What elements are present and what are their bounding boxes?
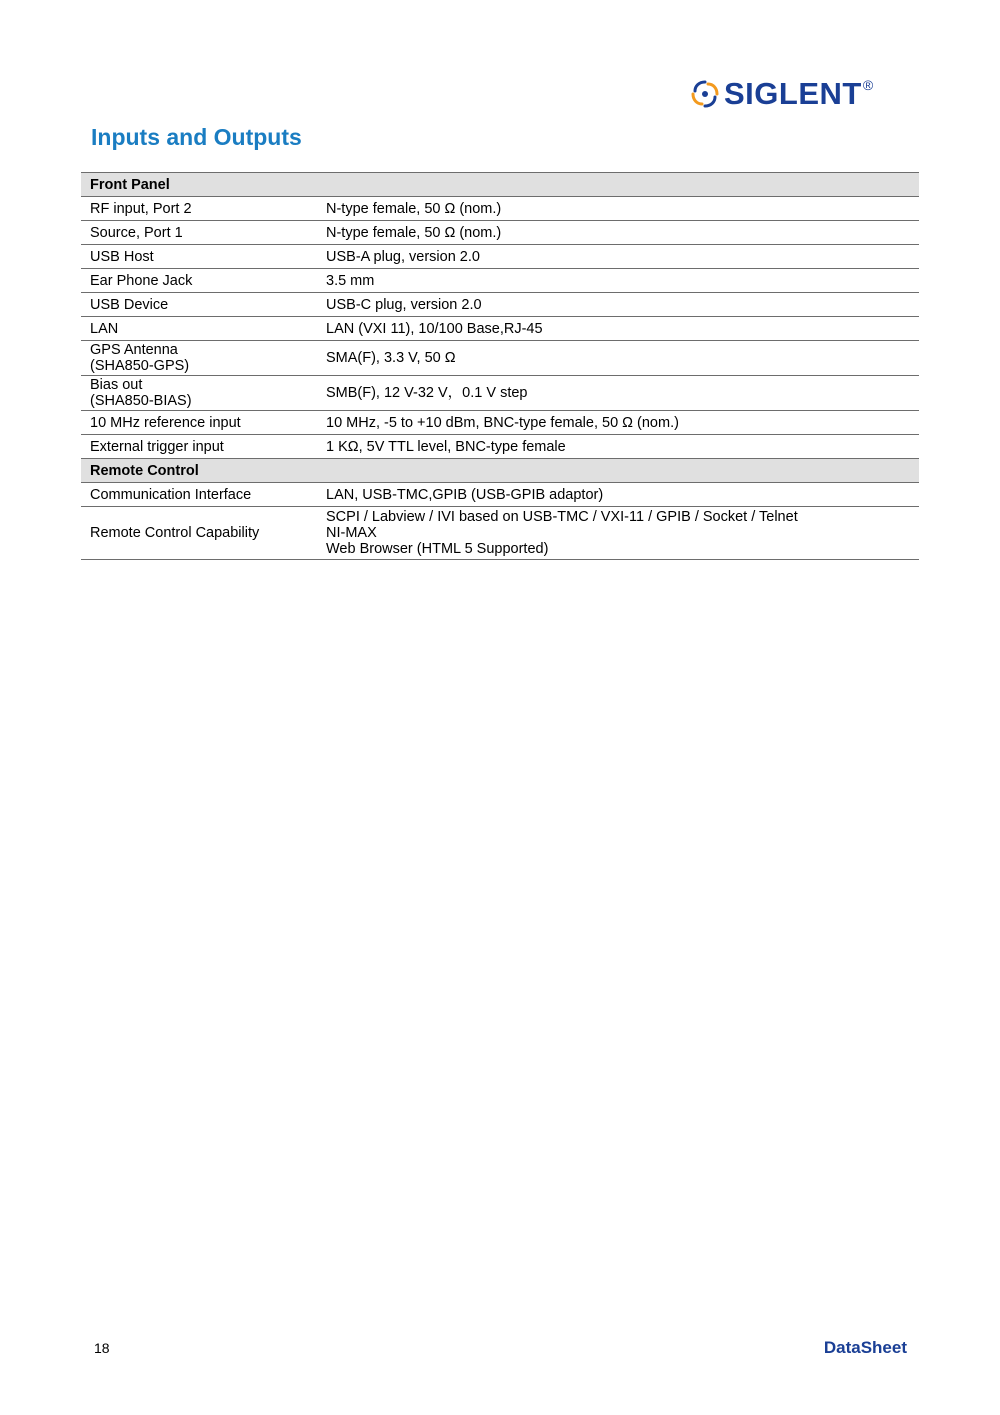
row-value-line: NI-MAX (326, 525, 377, 541)
row-value-line: SCPI / Labview / IVI based on USB-TMC / VXI-11 / GPIB / Socket / Telnet (326, 509, 798, 525)
row-value: N-type female, 50 Ω (nom.) (317, 197, 919, 221)
row-value-line: Web Browser (HTML 5 Supported) (326, 541, 549, 557)
row-value: LAN, USB-TMC,GPIB (USB-GPIB adaptor) (317, 483, 919, 507)
row-label (81, 341, 317, 376)
table-row (81, 245, 919, 269)
section-header-front-panel (81, 173, 919, 197)
row-label: LAN (81, 317, 317, 341)
section-heading: Front Panel (81, 173, 919, 197)
row-label: USB Host (81, 245, 317, 269)
table-row (81, 411, 919, 435)
row-label: Remote Control Capability (81, 507, 317, 560)
row-label: Communication Interface (81, 483, 317, 507)
table-row (81, 269, 919, 293)
table-row (81, 376, 919, 411)
row-label: USB Device (81, 293, 317, 317)
row-label-line: GPS Antenna (90, 342, 178, 358)
row-value: SMB(F), 12 V-32 V，0.1 V step (317, 376, 919, 411)
row-value: USB-C plug, version 2.0 (317, 293, 919, 317)
row-label-line: (SHA850-BIAS) (90, 393, 192, 409)
page-number: 18 (94, 1340, 110, 1356)
spec-table (81, 172, 919, 560)
page-title: Inputs and Outputs (91, 124, 302, 150)
table-row (81, 293, 919, 317)
row-value: 3.5 mm (317, 269, 919, 293)
siglent-swirl-icon (690, 79, 720, 109)
row-label: Ear Phone Jack (81, 269, 317, 293)
section-header-remote-control (81, 459, 919, 483)
table-row (81, 507, 919, 560)
row-label (81, 376, 317, 411)
row-value (317, 507, 919, 560)
logo-text: SIGLENT (724, 76, 862, 111)
siglent-logo (690, 76, 873, 112)
row-value: LAN (VXI 11), 10/100 Base,RJ-45 (317, 317, 919, 341)
section-heading: Remote Control (81, 459, 919, 483)
logo-registered-mark: ® (862, 77, 874, 93)
row-value: SMA(F), 3.3 V, 50 Ω (317, 341, 919, 376)
row-label: External trigger input (81, 435, 317, 459)
table-row (81, 435, 919, 459)
row-value: 1 KΩ, 5V TTL level, BNC-type female (317, 435, 919, 459)
row-label-line: Bias out (90, 377, 143, 393)
row-label: RF input, Port 2 (81, 197, 317, 221)
row-value: 10 MHz, -5 to +10 dBm, BNC-type female, 50 Ω (nom.) (317, 411, 919, 435)
table-row (81, 197, 919, 221)
table-row (81, 483, 919, 507)
table-row (81, 317, 919, 341)
row-label: Source, Port 1 (81, 221, 317, 245)
footer-brand: DataSheet (823, 1338, 907, 1357)
table-row (81, 341, 919, 376)
table-row (81, 221, 919, 245)
row-value: N-type female, 50 Ω (nom.) (317, 221, 919, 245)
row-value: USB-A plug, version 2.0 (317, 245, 919, 269)
row-label: 10 MHz reference input (81, 411, 317, 435)
row-label-line: (SHA850-GPS) (90, 358, 190, 374)
